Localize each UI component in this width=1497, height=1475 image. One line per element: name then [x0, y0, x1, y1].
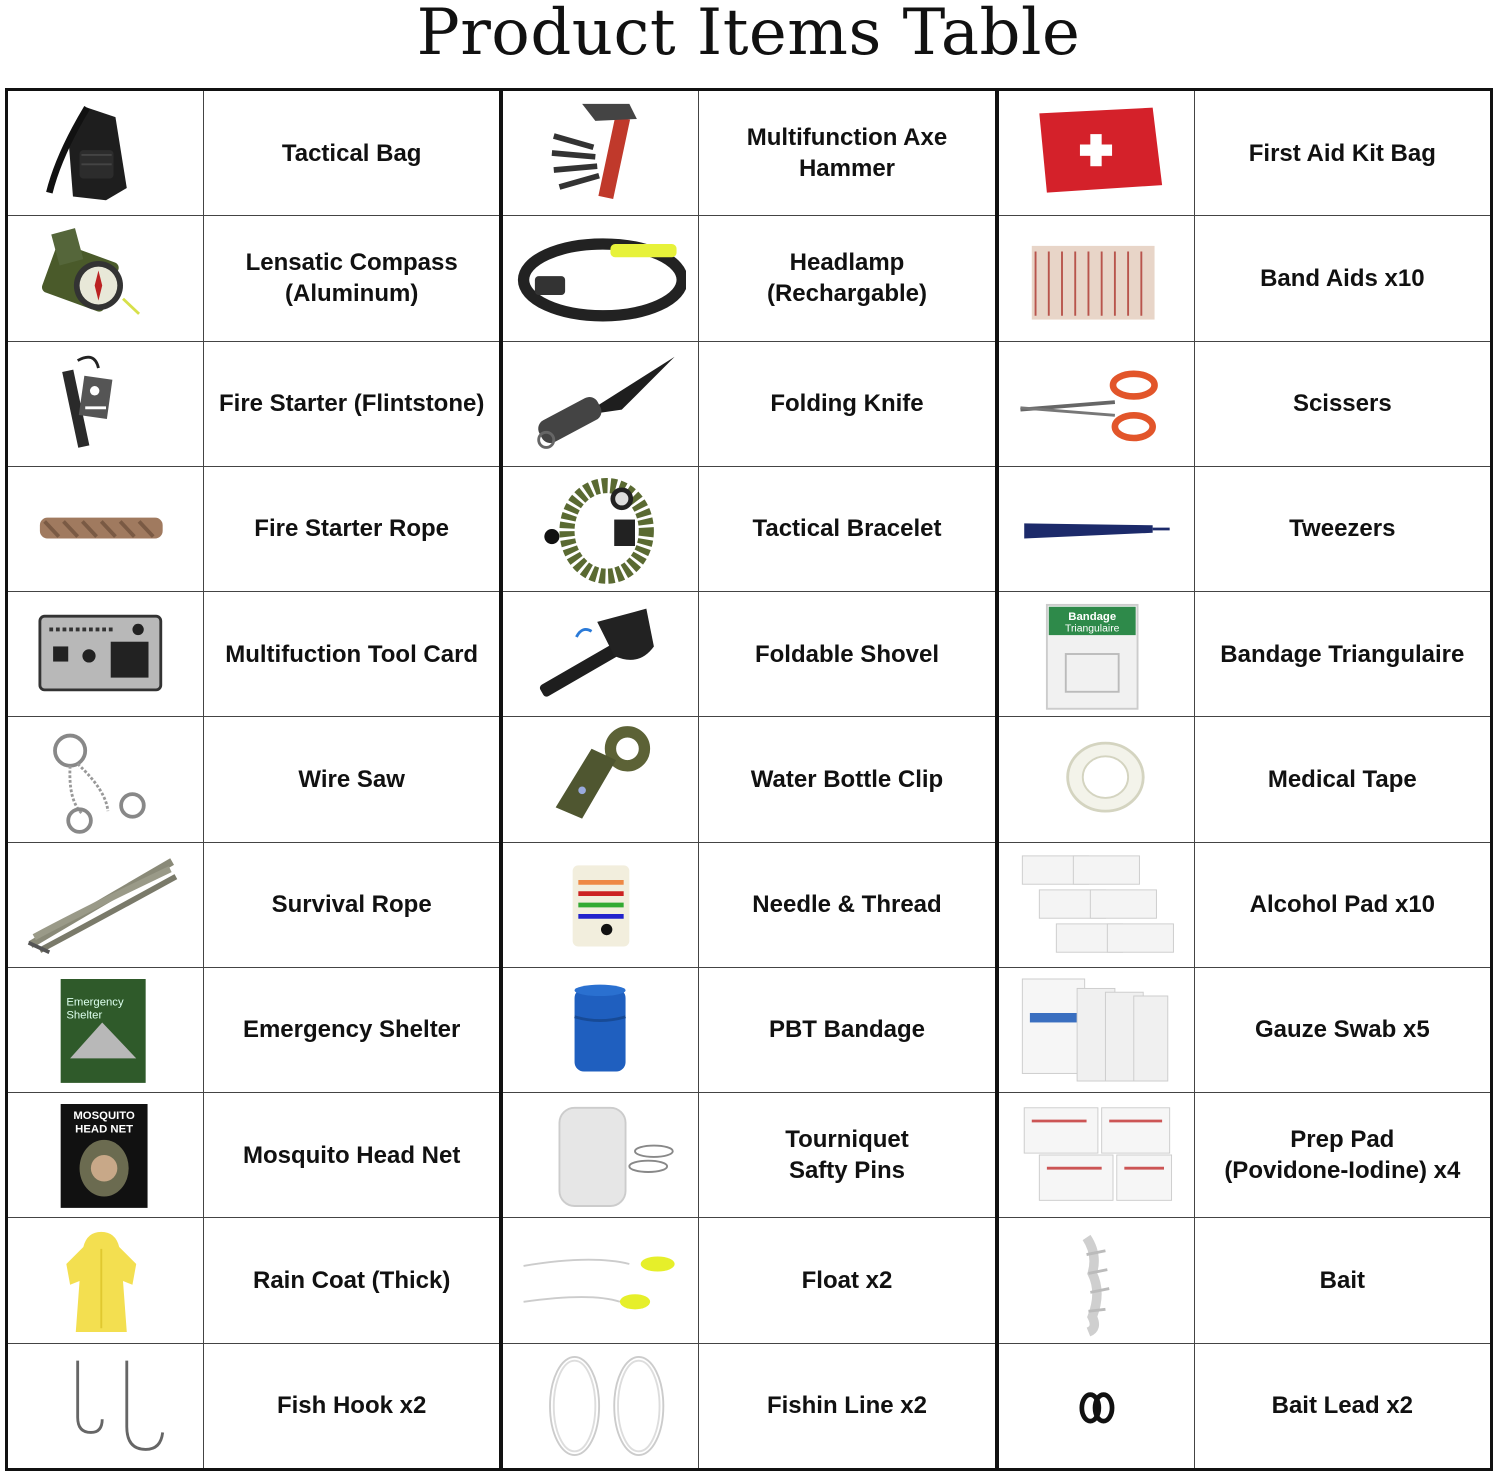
item-name: Multifunction Axe Hammer [746, 124, 948, 183]
item-name: Fire Starter (Flintstone) [218, 390, 485, 418]
fire-starter-icon [8, 342, 204, 466]
alcohol-pad-icon [999, 843, 1195, 967]
fishing-line-icon [503, 1344, 699, 1468]
bracelet-icon [503, 467, 699, 591]
table-row [8, 342, 499, 467]
table-row [999, 467, 1490, 592]
item-name: Gauze Swab x5 [1254, 1016, 1430, 1044]
column-1 [8, 91, 499, 1468]
table-row [503, 91, 994, 216]
item-name: Lensatic Compass (Aluminum) [245, 249, 458, 308]
mosquito-net-icon [8, 1093, 204, 1217]
sewing-kit-icon [503, 843, 699, 967]
svg-text:Emergency: Emergency [65, 996, 124, 1009]
prep-pad-icon [999, 1093, 1195, 1217]
item-name: Scissers [1292, 390, 1392, 418]
item-name: Foldable Shovel [754, 640, 939, 668]
table-row [999, 843, 1490, 968]
item-name: Mosquito Head Net [242, 1141, 461, 1169]
shovel-icon [503, 592, 699, 716]
tool-card-icon [8, 592, 204, 716]
table-row [999, 968, 1490, 1093]
column-3 [995, 91, 1490, 1468]
item-name: Bandage Triangulaire [1220, 640, 1465, 668]
column-2 [499, 91, 994, 1468]
medical-tape-icon [999, 717, 1195, 841]
item-name: Multifuction Tool Card [225, 640, 479, 668]
item-name: PBT Bandage [768, 1016, 925, 1044]
tourniquet-icon [503, 1093, 699, 1217]
table-row [999, 1093, 1490, 1218]
bandage-triangle-icon [999, 592, 1195, 716]
table-row [503, 717, 994, 842]
item-name: Alcohol Pad x10 [1249, 891, 1436, 919]
table-row [999, 592, 1490, 717]
item-name: Band Aids x10 [1260, 264, 1425, 292]
table-row [503, 1093, 994, 1218]
tactical-bag-icon [8, 91, 204, 215]
table-row [503, 216, 994, 341]
table-row [503, 342, 994, 467]
table-row [999, 216, 1490, 341]
table-row [503, 1344, 994, 1468]
float-icon [503, 1218, 699, 1342]
svg-text:HEAD NET: HEAD NET [74, 1123, 133, 1136]
fish-hook-icon [8, 1344, 204, 1468]
rope-icon [8, 467, 204, 591]
table-row [999, 91, 1490, 216]
table-row [503, 592, 994, 717]
gauze-icon [999, 968, 1195, 1092]
compass-icon [8, 216, 204, 340]
item-name: Wire Saw [298, 765, 405, 793]
raincoat-icon [8, 1218, 204, 1342]
item-name: Fish Hook x2 [276, 1392, 427, 1420]
table-row [503, 1218, 994, 1343]
item-name: Bait [1319, 1267, 1365, 1295]
table-row [8, 592, 499, 717]
first-aid-bag-icon [999, 91, 1195, 215]
item-name: Water Bottle Clip [750, 765, 944, 793]
table-row [8, 91, 499, 216]
svg-text:Bandage: Bandage [1068, 611, 1117, 624]
item-name: Prep Pad (Povidone-Iodine) x4 [1224, 1126, 1461, 1185]
item-name: Medical Tape [1267, 765, 1417, 793]
item-name: Survival Rope [271, 891, 432, 919]
table-row [999, 717, 1490, 842]
table-row [999, 342, 1490, 467]
table-row [8, 467, 499, 592]
product-table [5, 88, 1493, 1471]
table-row [8, 216, 499, 341]
headlamp-icon [503, 216, 699, 340]
item-name: Folding Knife [770, 390, 924, 418]
axe-hammer-icon [503, 91, 699, 215]
pbt-bandage-icon [503, 968, 699, 1092]
item-name: Tweezers [1289, 515, 1396, 543]
item-name: Float x2 [801, 1267, 893, 1295]
table-row [999, 1218, 1490, 1343]
table-row [503, 467, 994, 592]
tweezers-icon [999, 467, 1195, 591]
item-name: Bait Lead x2 [1271, 1392, 1414, 1420]
item-name: Fishin Line x2 [766, 1392, 927, 1420]
scissors-icon [999, 342, 1195, 466]
wire-saw-icon [8, 717, 204, 841]
item-name: First Aid Kit Bag [1248, 139, 1436, 167]
bait-icon [999, 1218, 1195, 1342]
bait-lead-icon [999, 1344, 1195, 1468]
table-row [8, 1344, 499, 1468]
item-name: Emergency Shelter [242, 1016, 461, 1044]
table-row [8, 843, 499, 968]
item-name: Tactical Bracelet [752, 515, 942, 543]
svg-text:Triangulaire: Triangulaire [1065, 623, 1120, 635]
page-title: Product Items Table [416, 0, 1081, 70]
table-row [503, 843, 994, 968]
table-row [503, 968, 994, 1093]
svg-text:Shelter: Shelter [65, 1009, 102, 1022]
bottle-clip-icon [503, 717, 699, 841]
item-name: Tactical Bag [281, 139, 422, 167]
item-name: Rain Coat (Thick) [252, 1267, 451, 1295]
band-aids-icon [999, 216, 1195, 340]
table-row [8, 1093, 499, 1218]
table-row [999, 1344, 1490, 1468]
table-row [8, 968, 499, 1093]
item-name: Headlamp (Rechargable) [766, 249, 928, 308]
item-name: Needle & Thread [752, 891, 942, 919]
knife-icon [503, 342, 699, 466]
table-row [8, 717, 499, 842]
shelter-icon [8, 968, 204, 1092]
table-row [8, 1218, 499, 1343]
item-name: Fire Starter Rope [254, 515, 450, 543]
svg-text:MOSQUITO: MOSQUITO [72, 1110, 135, 1123]
item-name: Tourniquet Safty Pins [785, 1126, 909, 1185]
survival-rope-icon [8, 843, 204, 967]
